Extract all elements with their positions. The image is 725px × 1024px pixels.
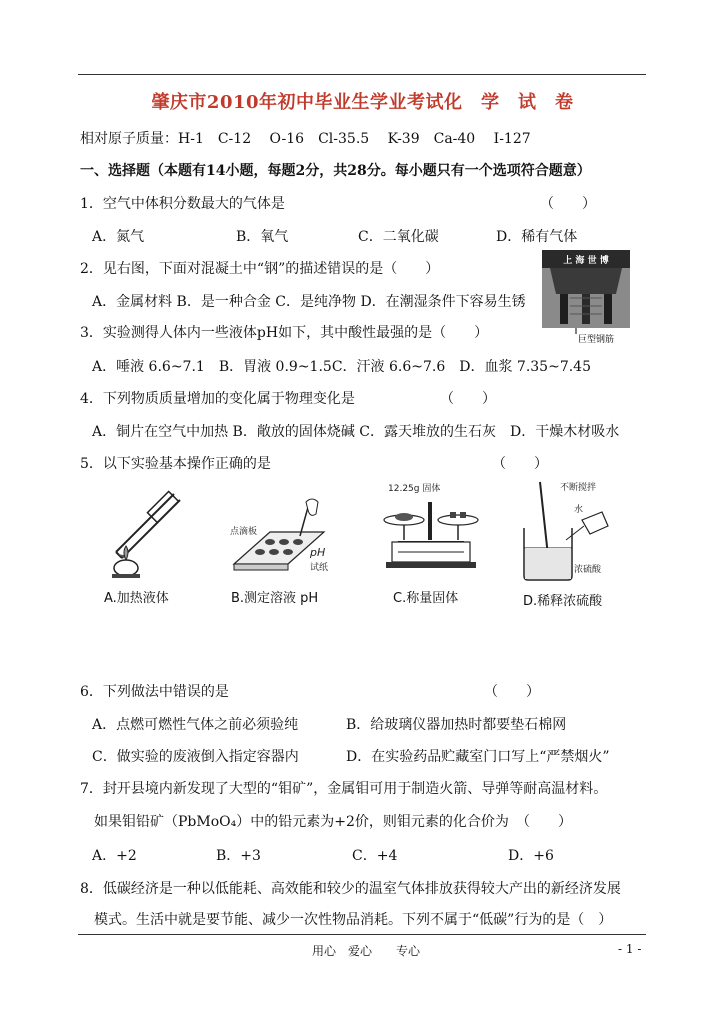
exam-title: 肇庆市2010年初中毕业生学业考试化 学 试 卷 (151, 92, 574, 113)
atomic-masses: 相对原子质量：H-1 C-12 O-16 Cl-35.5 K-39 Ca-40 I-127 (80, 131, 531, 147)
q4-options: A．铜片在空气中加热 B．敞放的固体烧碱 C．露天堆放的生石灰 D．干燥木材吸水 (92, 424, 620, 440)
label-acid: 浓硫酸 (574, 565, 602, 575)
question-1-stem: 1．空气中体积分数最大的气体是 (80, 196, 285, 212)
figure-balance (378, 480, 482, 578)
expo-label: 上 海 世 博 (563, 256, 609, 266)
question-7-stem-2: 如果钼铅矿（PbMoO₄）中的铅元素为+2价，则钼元素的化合价为 (94, 814, 509, 830)
answer-paren-4: （ ） (440, 391, 496, 407)
q6-option-d: D．在实验药品贮藏室门口写上“严禁烟火” (346, 749, 610, 765)
label-stir: 不断搅拌 (560, 483, 597, 493)
question-4-stem: 4．下列物质质量增加的变化属于物理变化是 (80, 391, 355, 407)
answer-paren-5: （ ） (492, 456, 548, 472)
question-6-stem: 6．下列做法中错误的是 (80, 684, 229, 700)
q6-option-c: C．做实验的废液倒入指定容器内 (92, 749, 299, 765)
q7-option-d: D．+6 (508, 848, 554, 864)
q7-option-a: A．+2 (92, 848, 137, 864)
expo-pavilion-image (540, 246, 632, 344)
label-spot-plate: 点滴板 (230, 527, 258, 537)
label-ph: pH (310, 546, 326, 559)
q6-option-a: A．点燃可燃性气体之前必须验纯 (92, 717, 299, 733)
answer-paren-1: （ ） (540, 196, 596, 212)
q1-option-a: A．氮气 (92, 229, 145, 245)
question-2-stem: 2．见右图，下面对混凝土中“钢”的描述错误的是（ ） (80, 261, 440, 277)
answer-paren-7: （ ） (516, 814, 572, 830)
question-8-stem: 8．低碳经济是一种以低能耗、高效能和较少的温室气体排放获得较大产出的新经济发展 (80, 881, 621, 897)
q7-option-b: B．+3 (216, 848, 261, 864)
header-rule (78, 74, 646, 75)
question-5-stem: 5．以下实验基本操作正确的是 (80, 456, 271, 472)
q7-option-c: C．+4 (352, 848, 398, 864)
caption-a: A.加热液体 (104, 591, 169, 606)
question-8-stem-2: 模式。生活中就是要节能、减少一次性物品消耗。下列不属于“低碳”行为的是（ ） (94, 912, 613, 928)
q1-option-d: D．稀有气体 (496, 229, 578, 245)
caption-d: D.稀释浓硫酸 (523, 594, 603, 609)
q6-option-b: B．给玻璃仪器加热时都要垫石棉网 (346, 717, 567, 733)
question-3-stem: 3．实验测得人体内一些液体pH如下，其中酸性最强的是（ ） (80, 325, 489, 341)
figure-heating-liquid (104, 486, 194, 582)
q3-options: A．唾液 6.6~7.1 B．胃液 0.9~1.5C．汗液 6.6~7.6 D．血浆 7.35~7.45 (92, 359, 591, 375)
caption-b: B.测定溶液 pH (231, 591, 319, 606)
q1-option-c: C．二氧化碳 (358, 229, 439, 245)
question-7-stem: 7．封开县境内新发现了大型的“钼矿”，金属钼可用于制造火箭、导弹等耐高温材料。 (80, 781, 608, 797)
section-heading: 一、选择题（本题有14小题，每题2分，共28分。每小题只有一个选项符合题意） (80, 163, 591, 179)
rebar-label: 巨型钢筋 (578, 335, 615, 344)
figure-ph-test (230, 492, 330, 580)
footer-motto: 用心 爱心 专心 (312, 944, 421, 958)
figure-dilution (510, 478, 620, 586)
q2-options: A．金属材料 B．是一种合金 C．是纯净物 D．在潮湿条件下容易生锈 (92, 294, 526, 310)
q1-option-b: B．氧气 (236, 229, 289, 245)
label-mass: 12.25g 固体 (388, 484, 441, 494)
page-number: - 1 - (618, 942, 642, 956)
answer-paren-6: （ ） (484, 684, 540, 700)
caption-c: C.称量固体 (393, 591, 459, 606)
footer-rule (78, 934, 646, 935)
label-water: 水 (574, 505, 584, 515)
label-test-paper: 试纸 (310, 563, 329, 573)
